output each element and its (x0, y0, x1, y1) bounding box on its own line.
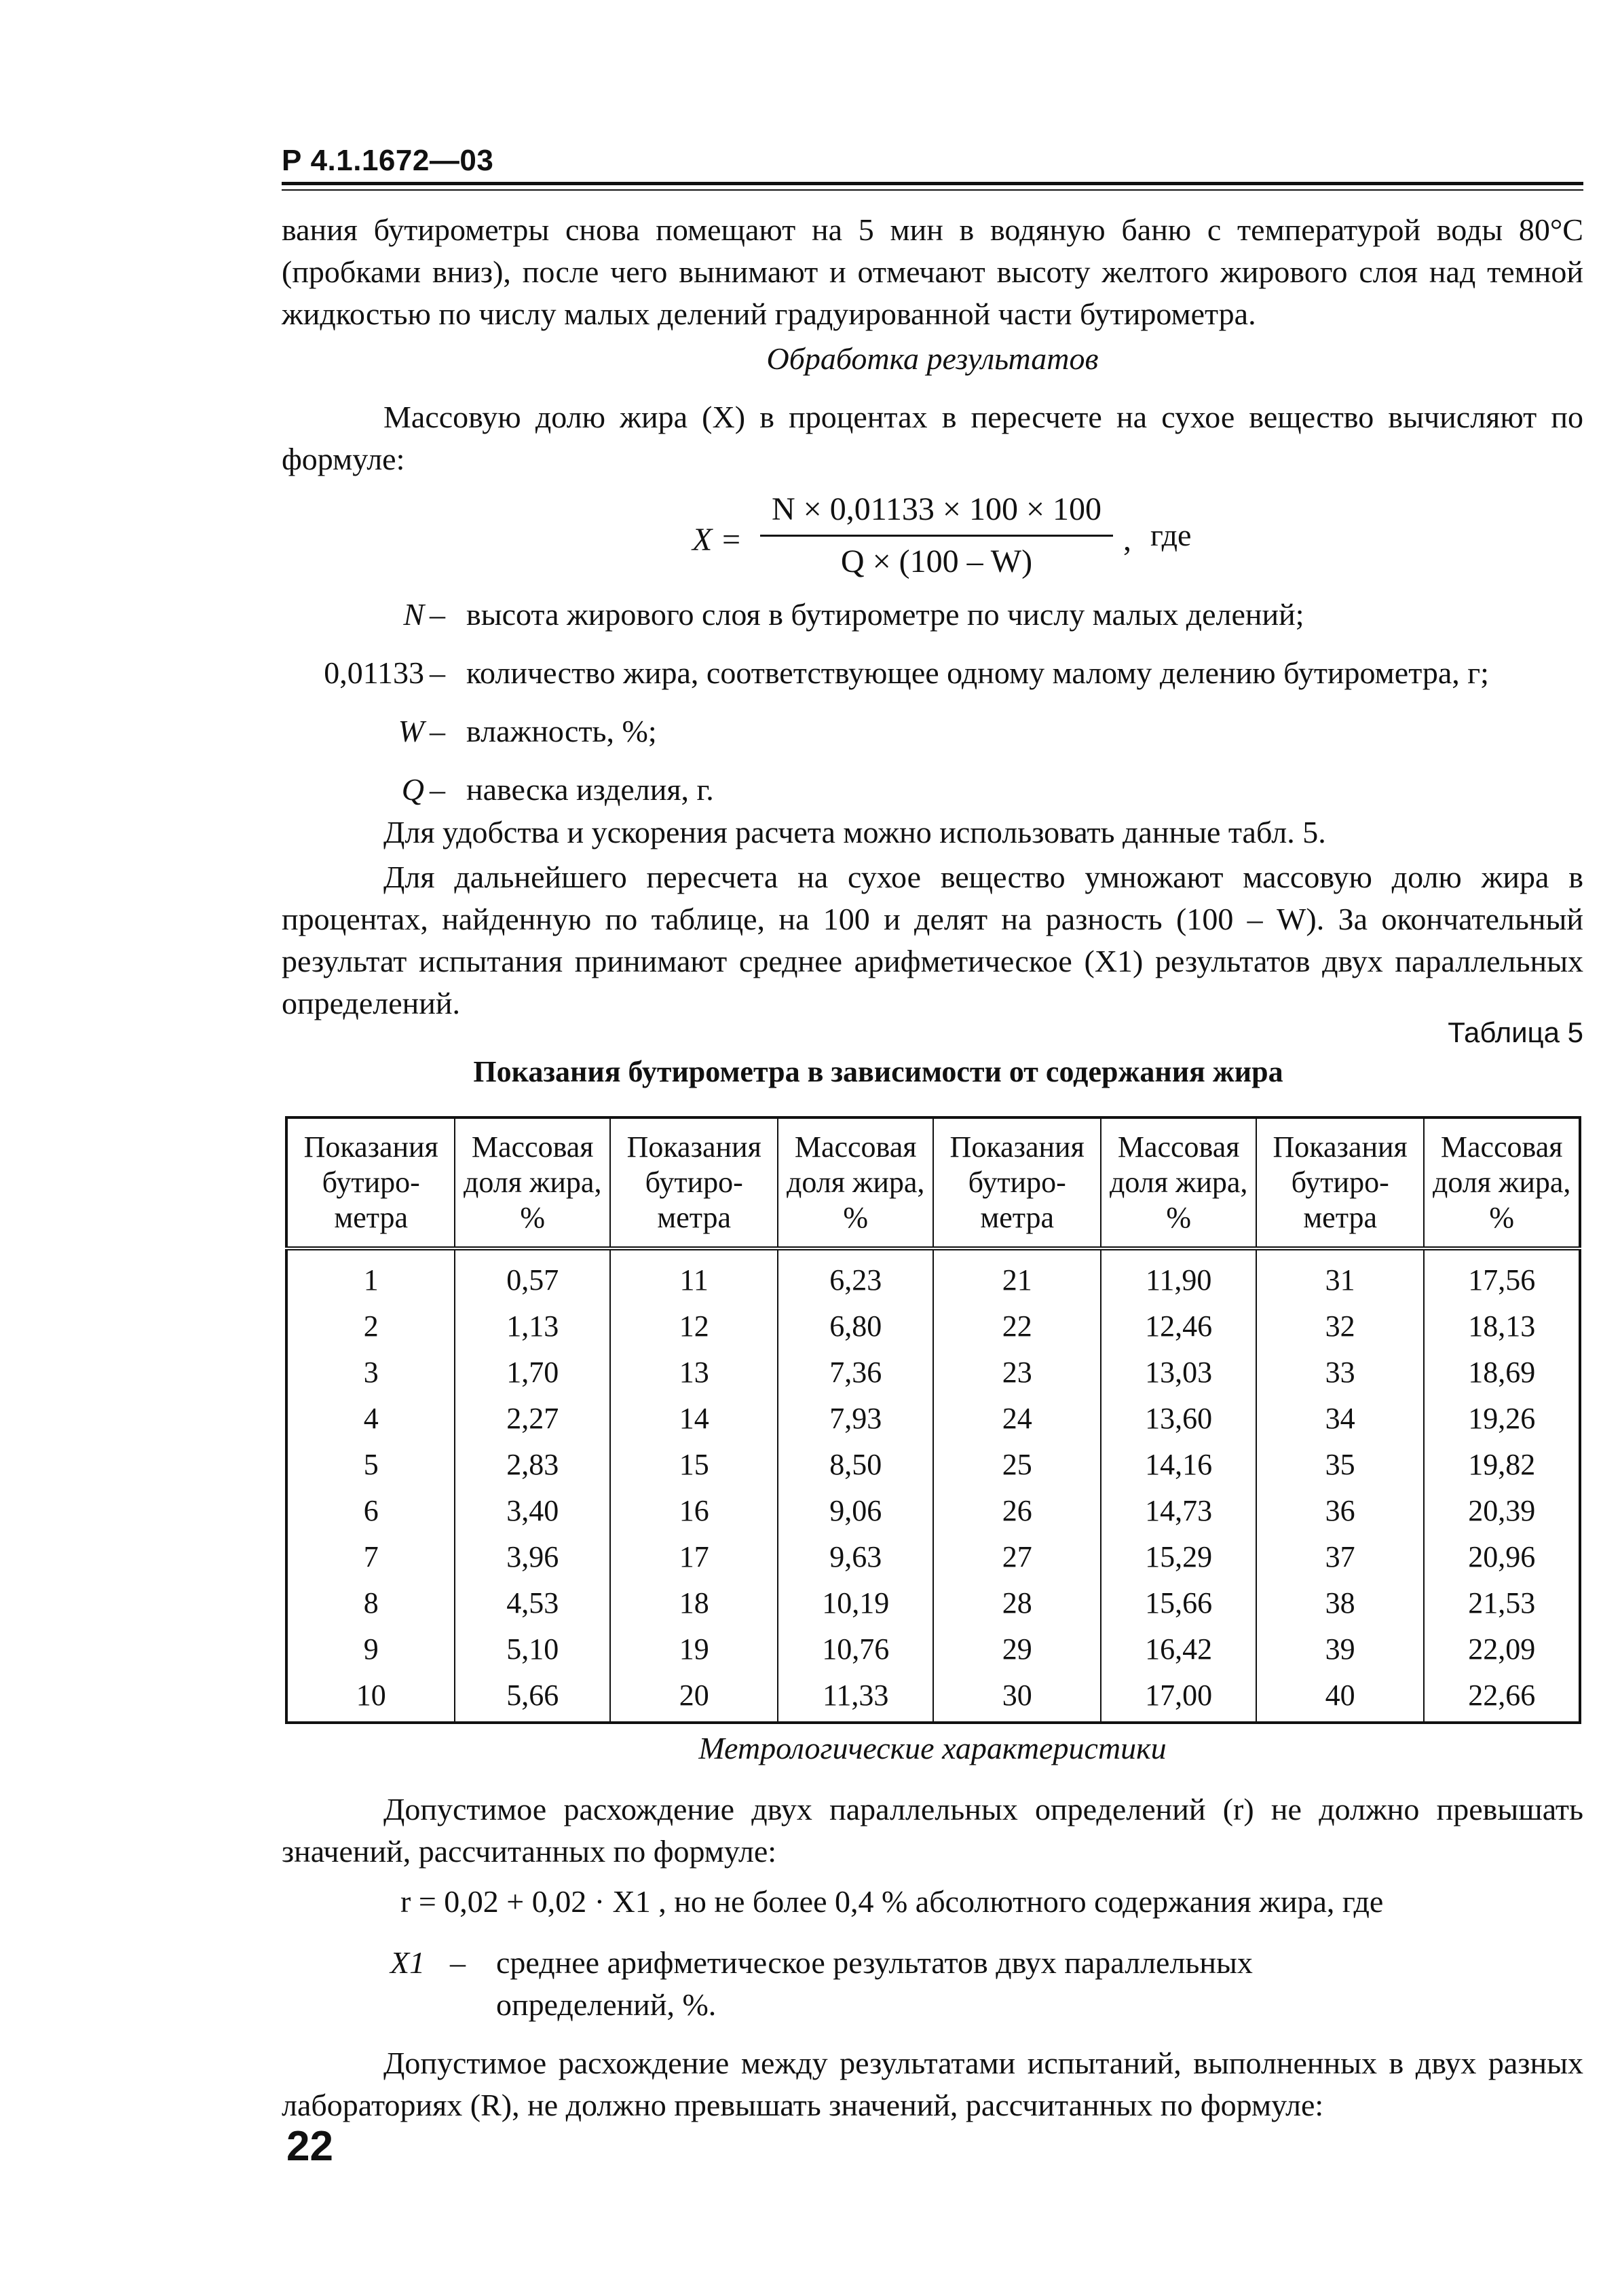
table-body (286, 1248, 1580, 1723)
column-header: Показания бутиро-метра (610, 1117, 778, 1248)
table-cell: 16 (610, 1488, 778, 1534)
definition-list (282, 594, 1583, 827)
table-cell: 19,82 (1424, 1442, 1580, 1488)
table-row (286, 1672, 1580, 1723)
definition-symbol: N (403, 597, 424, 632)
table-cell: 11,90 (1101, 1248, 1256, 1303)
table-cell: 4,53 (455, 1580, 610, 1626)
table-cell: 17,00 (1101, 1672, 1256, 1723)
table-cell: 33 (1256, 1350, 1424, 1396)
table-row (286, 1626, 1580, 1672)
definition-dash: – (430, 597, 445, 632)
definition-symbol: W (398, 714, 424, 748)
table-cell: 3 (286, 1350, 455, 1396)
table-cell: 37 (1256, 1534, 1424, 1580)
table-header-row (286, 1117, 1580, 1248)
table-cell: 19,26 (1424, 1396, 1580, 1442)
table-cell: 7,36 (778, 1350, 933, 1396)
definition-dash: – (430, 772, 445, 807)
table-cell: 18,69 (1424, 1350, 1580, 1396)
table-cell: 23 (933, 1350, 1101, 1396)
table-cell: 27 (933, 1534, 1101, 1580)
column-header: Массовая доля жира, % (1101, 1117, 1256, 1248)
table-cell: 36 (1256, 1488, 1424, 1534)
table-label: Таблица 5 (1448, 1016, 1583, 1048)
table-cell: 13,03 (1101, 1350, 1256, 1396)
table-cell: 17,56 (1424, 1248, 1580, 1303)
table-row (286, 1396, 1580, 1442)
definition-item (282, 594, 1583, 652)
table-cell: 24 (933, 1396, 1101, 1442)
table-cell: 18 (610, 1580, 778, 1626)
table-row (286, 1248, 1580, 1303)
definition-text: влажность, %; (466, 714, 657, 748)
table-cell: 5 (286, 1442, 455, 1488)
repeatability-formula: r = 0,02 + 0,02 · X1 , но не более 0,4 % абсолютного содержания жира, где (400, 1884, 1384, 1919)
page-number: 22 (286, 2123, 333, 2170)
table-cell: 6,80 (778, 1303, 933, 1350)
formula-fraction (760, 489, 1113, 583)
table-cell: 22,09 (1424, 1626, 1580, 1672)
table-cell: 7,93 (778, 1396, 933, 1442)
table-cell: 17 (610, 1534, 778, 1580)
table-cell: 2,83 (455, 1442, 610, 1488)
definition-text: высота жирового слоя в бутирометре по числу малых делений; (466, 597, 1304, 632)
table-cell: 38 (1256, 1580, 1424, 1626)
table-row (286, 1580, 1580, 1626)
table-row (286, 1442, 1580, 1488)
fat-content-table (285, 1116, 1581, 1724)
header-rule-thick (282, 182, 1583, 185)
table-cell: 11 (610, 1248, 778, 1303)
table-cell: 10,76 (778, 1626, 933, 1672)
paragraph-1: вания бутирометры снова помещают на 5 мин в водяную баню с температурой воды 80°С (пробками вниз), после чего вынимают и отмечают высоту желтого жирового слоя над темной жидкостью по числу малых делений градуированной части бутирометра. (282, 212, 1583, 331)
table-cell: 34 (1256, 1396, 1424, 1442)
table-cell: 1 (286, 1248, 455, 1303)
table-cell: 22 (933, 1303, 1101, 1350)
column-header: Показания бутиро-метра (933, 1117, 1101, 1248)
definition-item (282, 652, 1583, 710)
table-row (286, 1350, 1580, 1396)
table-cell: 14,73 (1101, 1488, 1256, 1534)
table-cell: 39 (1256, 1626, 1424, 1672)
table-cell: 20 (610, 1672, 778, 1723)
table-cell: 21,53 (1424, 1580, 1580, 1626)
definition-dash: – (450, 1945, 466, 1980)
table-cell: 18,13 (1424, 1303, 1580, 1350)
table-cell: 1,13 (455, 1303, 610, 1350)
paragraph-3: Для удобства и ускорения расчета можно использовать данные табл. 5. (383, 815, 1326, 849)
definition-text-line-1: среднее арифметическое результатов двух параллельных (496, 1945, 1253, 1980)
table-title-text: Показания бутирометра в зависимости от содержания жира (473, 1055, 1283, 1088)
definition-symbol: Q (401, 772, 424, 807)
table-row (286, 1534, 1580, 1580)
table-cell: 2,27 (455, 1396, 610, 1442)
formula-lhs: X (692, 522, 713, 558)
table-row (286, 1303, 1580, 1350)
column-header: Показания бутиро-метра (1256, 1117, 1424, 1248)
table-cell: 29 (933, 1626, 1101, 1672)
table-cell: 28 (933, 1580, 1101, 1626)
table-cell: 40 (1256, 1672, 1424, 1723)
table-cell: 11,33 (778, 1672, 933, 1723)
table-cell: 22,66 (1424, 1672, 1580, 1723)
paragraph-5: Допустимое расхождение двух параллельных определений (r) не должно превышать значений, рассчитанных по формуле: (282, 1792, 1583, 1869)
table-cell: 6,23 (778, 1248, 933, 1303)
definition-text: количество жира, соответствующее одному малому делению бутирометра, г; (466, 655, 1489, 690)
table-cell: 9,63 (778, 1534, 933, 1580)
formula-where: где (1150, 518, 1192, 552)
section-heading-metrology: Метрологические характеристики (698, 1731, 1167, 1765)
table-cell: 9,06 (778, 1488, 933, 1534)
column-header: Массовая доля жира, % (455, 1117, 610, 1248)
column-header: Показания бутиро-метра (286, 1117, 455, 1248)
definition-symbol: X1 (390, 1945, 426, 1980)
table-cell: 2 (286, 1303, 455, 1350)
table-cell: 10 (286, 1672, 455, 1723)
paragraph-4: Для дальнейшего пересчета на сухое вещество умножают массовую долю жира в процентах, найденную по таблице, на 100 и делят на разность (100 – W). За окончательный результат испытания принимают среднее арифметическое (X1) результатов двух параллельных определений. (282, 860, 1583, 1020)
table-title (282, 1054, 1583, 1089)
formula-equals: = (722, 522, 741, 558)
section-heading-processing: Обработка результатов (766, 341, 1099, 376)
table-cell: 32 (1256, 1303, 1424, 1350)
table-cell: 8 (286, 1580, 455, 1626)
table-cell: 15,66 (1101, 1580, 1256, 1626)
table-cell: 26 (933, 1488, 1101, 1534)
definition-symbol: 0,01133 (324, 655, 424, 690)
table-cell: 30 (933, 1672, 1101, 1723)
table-cell: 25 (933, 1442, 1101, 1488)
definition-text: навеска изделия, г. (466, 772, 714, 807)
table-cell: 10,19 (778, 1580, 933, 1626)
table-cell: 20,96 (1424, 1534, 1580, 1580)
table-cell: 3,40 (455, 1488, 610, 1534)
paragraph-6: Допустимое расхождение между результатами испытаний, выполненных в двух разных лабораториях (R), не должно превышать значений, рассчитанных по формуле: (282, 2046, 1583, 2122)
paragraph-2: Массовую долю жира (X) в процентах в пересчете на сухое вещество вычисляют по формуле: (282, 400, 1583, 476)
formula-denominator: Q × (100 – W) (840, 543, 1033, 579)
table-cell: 9 (286, 1626, 455, 1672)
table-cell: 1,70 (455, 1350, 610, 1396)
fraction-bar (760, 535, 1113, 537)
header-rule-thin (282, 189, 1583, 191)
definition-item (282, 710, 1583, 769)
table-cell: 21 (933, 1248, 1101, 1303)
table-cell: 14,16 (1101, 1442, 1256, 1488)
table-cell: 4 (286, 1396, 455, 1442)
table-cell: 6 (286, 1488, 455, 1534)
definition-dash: – (430, 714, 445, 748)
table-cell: 3,96 (455, 1534, 610, 1580)
table-cell: 15,29 (1101, 1534, 1256, 1580)
table-cell: 20,39 (1424, 1488, 1580, 1534)
table-cell: 12 (610, 1303, 778, 1350)
table-cell: 15 (610, 1442, 778, 1488)
table-cell: 5,66 (455, 1672, 610, 1723)
table-cell: 19 (610, 1626, 778, 1672)
table-cell: 5,10 (455, 1626, 610, 1672)
formula-comma: , (1123, 522, 1131, 558)
table-cell: 14 (610, 1396, 778, 1442)
table-cell: 12,46 (1101, 1303, 1256, 1350)
column-header: Массовая доля жира, % (1424, 1117, 1580, 1248)
column-header: Массовая доля жира, % (778, 1117, 933, 1248)
table-cell: 31 (1256, 1248, 1424, 1303)
table-cell: 0,57 (455, 1248, 610, 1303)
table-cell: 13 (610, 1350, 778, 1396)
table-cell: 7 (286, 1534, 455, 1580)
table-row (286, 1488, 1580, 1534)
definition-dash: – (430, 655, 445, 690)
table-cell: 16,42 (1101, 1626, 1256, 1672)
table-cell: 13,60 (1101, 1396, 1256, 1442)
table-cell: 8,50 (778, 1442, 933, 1488)
definition-text-line-2: определений, %. (496, 1987, 717, 2022)
document-number: Р 4.1.1672—03 (282, 144, 494, 177)
formula-numerator: N × 0,01133 × 100 × 100 (771, 491, 1102, 527)
table-cell: 35 (1256, 1442, 1424, 1488)
